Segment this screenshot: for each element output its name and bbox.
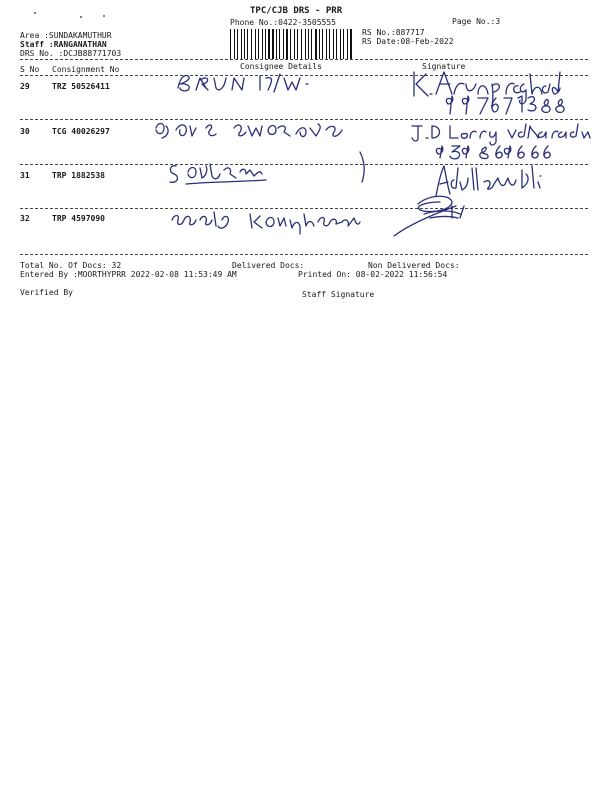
scan-speck: [34, 12, 36, 14]
handwritten-signature: [390, 180, 490, 240]
scan-speck: [80, 16, 82, 18]
column-header-sno: S No: [20, 65, 40, 74]
row-consignment-no: TRZ 50526411: [52, 82, 110, 91]
stray-ink-mark: [350, 148, 380, 188]
column-header-consignee: Consignee Details: [240, 62, 322, 71]
rs-number: RS No.:887717: [362, 28, 425, 37]
row-sno: 31: [20, 171, 30, 180]
handwritten-consignee-name: [150, 116, 360, 144]
column-header-signature: Signature: [422, 62, 466, 71]
document-title: TPC/CJB DRS - PRR: [250, 6, 343, 16]
handwritten-consignee-name: [170, 68, 330, 96]
non-delivered-docs: Non Delivered Docs:: [368, 261, 460, 270]
handwritten-signature: [408, 118, 593, 160]
row-consignment-no: TRP 1882538: [52, 171, 105, 180]
printed-on: Printed On: 08-02-2022 11:56:54: [298, 270, 448, 279]
area-label: Area :SUNDAKAMUTHUR: [20, 31, 112, 40]
rs-date: RS Date:08-Feb-2022: [362, 37, 454, 46]
handwritten-signature: [408, 66, 588, 118]
total-docs: Total No. Of Docs: 32: [20, 261, 122, 270]
page-number: Page No.:3: [452, 17, 501, 26]
barcode: [230, 29, 354, 59]
delivered-docs: Delivered Docs:: [232, 261, 305, 270]
divider: [20, 254, 588, 255]
drs-number: DRS No. :DCJB88771703: [20, 49, 122, 58]
row-consignment-no: TRP 4597090: [52, 214, 105, 223]
staff-signature-label: Staff Signature: [302, 290, 375, 299]
entered-by: Entered By :MOORTHYPRR 2022-02-08 11:53:49 AM: [20, 270, 237, 279]
staff-label: Staff :RANGANATHAN: [20, 40, 107, 49]
scan-speck: [103, 15, 105, 17]
row-sno: 30: [20, 127, 30, 136]
row-consignment-no: TCG 40026297: [52, 127, 110, 136]
verified-by-label: Verified By: [20, 288, 73, 297]
row-sno: 29: [20, 82, 30, 91]
phone-number: Phone No.:0422-3505555: [230, 18, 336, 27]
handwritten-consignee-name: [166, 158, 276, 188]
handwritten-consignee-name: [168, 204, 364, 234]
divider: [20, 59, 588, 60]
column-header-consignment: Consignment No: [52, 65, 120, 74]
row-sno: 32: [20, 214, 30, 223]
